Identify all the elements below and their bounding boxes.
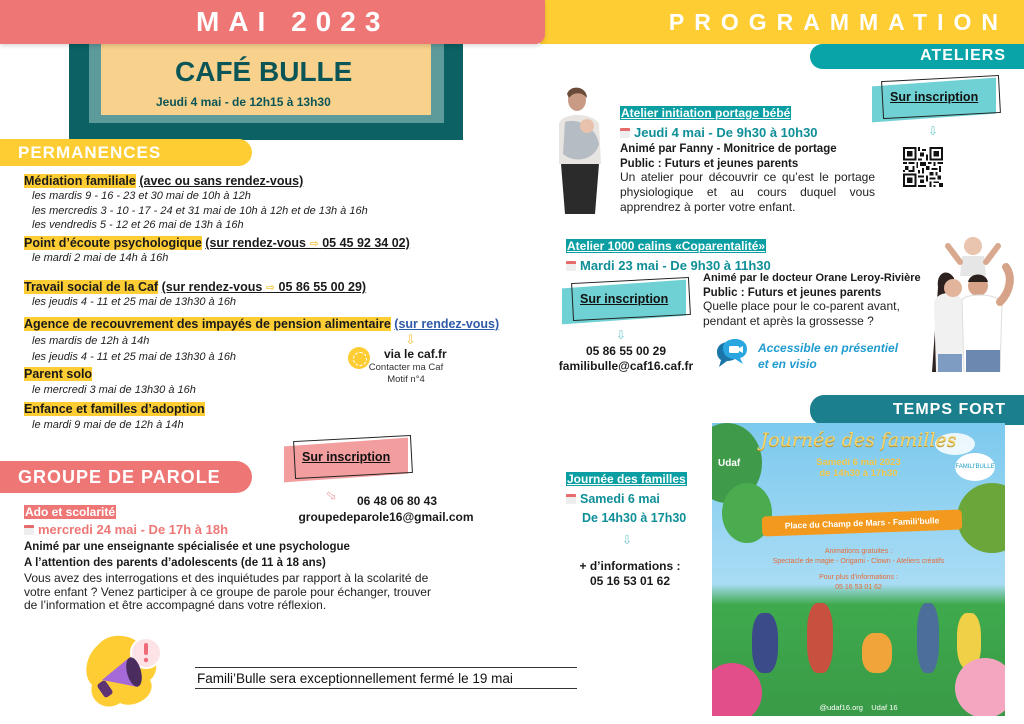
permanence-detail: les mardis de 12h à 14h [32, 335, 150, 347]
journee-info-label: + d’informations : [579, 559, 681, 573]
family-photo [918, 232, 1018, 372]
arrow-right-icon: ⇨ [265, 282, 276, 294]
journee-time: De 14h30 à 17h30 [582, 511, 687, 525]
inscription-label: Sur inscription [580, 292, 669, 306]
arrow-right-icon: ⇨ [309, 238, 319, 250]
permanence-title: Agence de recouvrement des impayés de pension alimentaire [24, 317, 391, 331]
via-caf-info [366, 362, 446, 385]
journee-familles-poster[interactable] [712, 423, 1005, 716]
groupe-contact [296, 493, 476, 525]
permanence-detail: les mardis 9 - 16 - 23 et 30 mai de 10h à 12h [32, 190, 251, 202]
poster-date [712, 457, 1005, 479]
poster-figure [752, 613, 778, 673]
groupe-description: Vous avez des interrogations et des inquiétudes par rapport à la scolarité de votre enfant ? Venez participer à ce groupe de parole pour échanger, trouver de l’information et être accompagné dans votre réflexion. [24, 571, 431, 613]
atelier-date [566, 258, 771, 273]
permanence-phone: 05 86 55 00 29) [278, 280, 367, 294]
permanence-ecoute [24, 236, 410, 266]
permanence-note[interactable] [162, 280, 366, 294]
atelier2-email[interactable]: familibulle@caf16.caf.fr [558, 359, 694, 373]
atelier-description: Quelle place pour le co-parent avant, pendant et après la grossesse ? [703, 299, 900, 328]
atelier-public: Public : Futurs et jeunes parents [620, 158, 799, 170]
programmation-title: PROGRAMMATION [668, 9, 1008, 35]
ateliers-section-pill [810, 44, 1024, 69]
poster-banner: Place du Champ de Mars - Famili'bulle [762, 510, 963, 537]
permanence-detail: les jeudis 4 - 11 et 25 mai de 13h30 à 16h [32, 296, 237, 308]
permanence-detail: le mercredi 3 mai de 13h30 à 16h [32, 384, 196, 396]
permanence-travail-social [24, 280, 366, 310]
groupe-parole-label: GROUPE DE PAROLE [18, 467, 221, 487]
babywearing-photo [545, 84, 615, 214]
permanence-detail: les mercredis 3 - 10 - 17 - 24 et 31 mai de 10h à 12h et de 13h à 16h [32, 204, 368, 217]
permanence-detail: le mardi 9 mai de de 12h à 14h [32, 419, 184, 431]
visio-line: et en visio [758, 357, 817, 371]
calendar-icon [620, 128, 630, 138]
arrow-down-icon: ⇩ [622, 533, 633, 547]
journee-tag[interactable]: Journée des familles [567, 472, 686, 486]
journee-more-info [575, 559, 685, 589]
poster-date-line: Samedi 6 mai 2023 [816, 457, 901, 468]
permanence-detail: les jeudis 4 - 11 et 25 mai de 13h30 à 16h [32, 351, 237, 363]
permanence-title: Médiation familiale [24, 174, 136, 188]
ateliers-label: ATELIERS [920, 47, 1006, 64]
atelier-description: Un atelier pour découvrir ce qu’est le portage physiologique et au cours duquel vous apprendrez à porter votre enfant. [620, 170, 875, 214]
permanence-adoption [24, 402, 205, 433]
poster-title: Journée des familles [760, 429, 957, 451]
poster-animations [712, 547, 1005, 593]
poster-figure [917, 603, 939, 673]
permanence-title: Parent solo [24, 367, 93, 381]
poster-anim-list: Spectacle de magie - Origami - Clown - Ateliers créatifs [772, 558, 945, 565]
atelier2-phone[interactable]: 05 86 55 00 29 [585, 344, 667, 358]
journee-date [566, 490, 687, 509]
journee-date-text: Samedi 6 mai [580, 492, 660, 506]
atelier-tag[interactable]: Atelier initiation portage bébé [621, 106, 791, 120]
ado-scolarite-tag: Ado et scolarité [25, 505, 116, 519]
atelier-date-text: Mardi 23 mai - De 9h30 à 11h30 [580, 258, 771, 273]
inscription-label: Sur inscription [302, 450, 391, 464]
permanence-detail: les vendredis 5 - 12 et 26 mai de 13h à 16h [32, 219, 244, 232]
permanence-title: Travail social de la Caf [24, 280, 159, 294]
poster-info-phone: 05 16 53 01 62 [835, 584, 882, 591]
via-caf-line: Contacter ma Caf [368, 362, 444, 373]
calendar-icon [566, 261, 576, 271]
megaphone-icon [80, 625, 170, 715]
atelier-animated-by: Animé par le docteur Orane Leroy-Rivière [703, 272, 921, 284]
permanence-note[interactable]: (avec ou sans rendez-vous) [139, 174, 304, 188]
video-chat-icon [713, 338, 749, 372]
arrow-down-icon: ⇩ [405, 332, 416, 347]
arrow-icon: ⇨ [322, 486, 341, 505]
visio-line: Accessible en présentiel [758, 341, 899, 355]
closure-notice: Famili’Bulle sera exceptionnellement fermé le 19 mai [195, 667, 577, 689]
permanence-note-text: (sur rendez-vous [161, 280, 263, 294]
atelier-coparentalite-details [703, 272, 923, 329]
atelier-date [620, 125, 875, 140]
permanence-parent-solo [24, 367, 196, 398]
via-caf-line: Motif n°4 [387, 373, 425, 385]
visio-access-text [758, 340, 898, 372]
permanences-section-pill [0, 139, 252, 166]
atelier2-inscription-button[interactable] [562, 278, 692, 324]
permanence-title: Enfance et familles d’adoption [24, 402, 205, 416]
atelier2-contact [556, 344, 696, 374]
permanence-mediation [24, 174, 368, 233]
permanence-detail: le mardi 2 mai de 14h à 16h [32, 252, 169, 264]
poster-info-title: Pour plus d'informations : [819, 574, 898, 581]
groupe-phone[interactable]: 06 48 06 80 43 [356, 494, 438, 508]
poster-tree [957, 483, 1005, 553]
arrow-down-icon: ⇩ [928, 124, 939, 138]
atelier-tag[interactable]: Atelier 1000 calins «Coparentalité» [567, 239, 766, 253]
via-caf-link[interactable]: via le caf.fr [384, 347, 447, 361]
inscription-label: Sur inscription [890, 90, 979, 104]
groupe-animated-by: Animé par une enseignante spécialisée et une psychologue [24, 541, 350, 553]
groupe-audience: A l’attention des parents d’adolescents (de 11 à 18 ans) [24, 557, 326, 569]
permanence-note[interactable] [205, 236, 409, 250]
calendar-icon [24, 525, 34, 535]
groupe-inscription-button[interactable] [284, 436, 414, 482]
groupe-date-text: mercredi 24 mai - De 17h à 18h [38, 522, 229, 537]
poster-figure [862, 633, 892, 673]
groupe-date [24, 522, 228, 537]
arrow-down-icon: ⇩ [616, 328, 627, 342]
poster-time-line: de 14h30 à 17h30 [819, 468, 898, 479]
qr-code[interactable] [903, 147, 943, 187]
permanence-phone: 05 45 92 34 02) [322, 236, 410, 250]
programmation-header [540, 0, 1024, 44]
atelier-animated-by: Animé par Fanny - Monitrice de portage [620, 143, 837, 155]
famili-bulle-logo: FAMILI'BULLE [955, 453, 995, 481]
cafe-bulle-title: CAFÉ BULLE [175, 56, 353, 87]
atelier1-inscription-button[interactable] [872, 76, 1002, 122]
groupe-parole-section-pill [0, 461, 252, 493]
groupe-email[interactable]: groupedeparole16@gmail.com [298, 510, 474, 524]
poster-facebook: Udaf 16 [871, 703, 898, 712]
atelier-portage [620, 104, 875, 215]
journee-familles-info [566, 470, 687, 528]
calendar-icon [566, 494, 576, 504]
atelier-coparentalite [566, 237, 771, 273]
poster-figure [807, 603, 833, 673]
permanence-note-link[interactable]: (sur rendez-vous) [394, 317, 500, 331]
atelier-date-text: Jeudi 4 mai - De 9h30 à 10h30 [634, 125, 818, 140]
atelier-public: Public : Futurs et jeunes parents [703, 287, 882, 299]
permanence-title: Point d’écoute psychologique [24, 236, 202, 250]
temps-fort-label: TEMPS FORT [892, 401, 1006, 418]
poster-anim-title: Animations gratuites : [824, 548, 893, 555]
udaf-logo: Udaf [718, 458, 741, 469]
permanence-note-text: (sur rendez-vous [205, 236, 306, 250]
cafe-bulle-date: Jeudi 4 mai - de 12h15 à 13h30 [156, 95, 331, 109]
journee-info-phone[interactable]: 05 16 53 01 62 [589, 574, 671, 588]
month-header [0, 0, 545, 44]
poster-site: @udaf16.org [819, 703, 863, 712]
permanences-label: PERMANENCES [18, 143, 162, 162]
poster-footer [712, 703, 1005, 712]
month-title: MAI 2023 [196, 6, 390, 37]
temps-fort-section-pill [810, 395, 1024, 425]
